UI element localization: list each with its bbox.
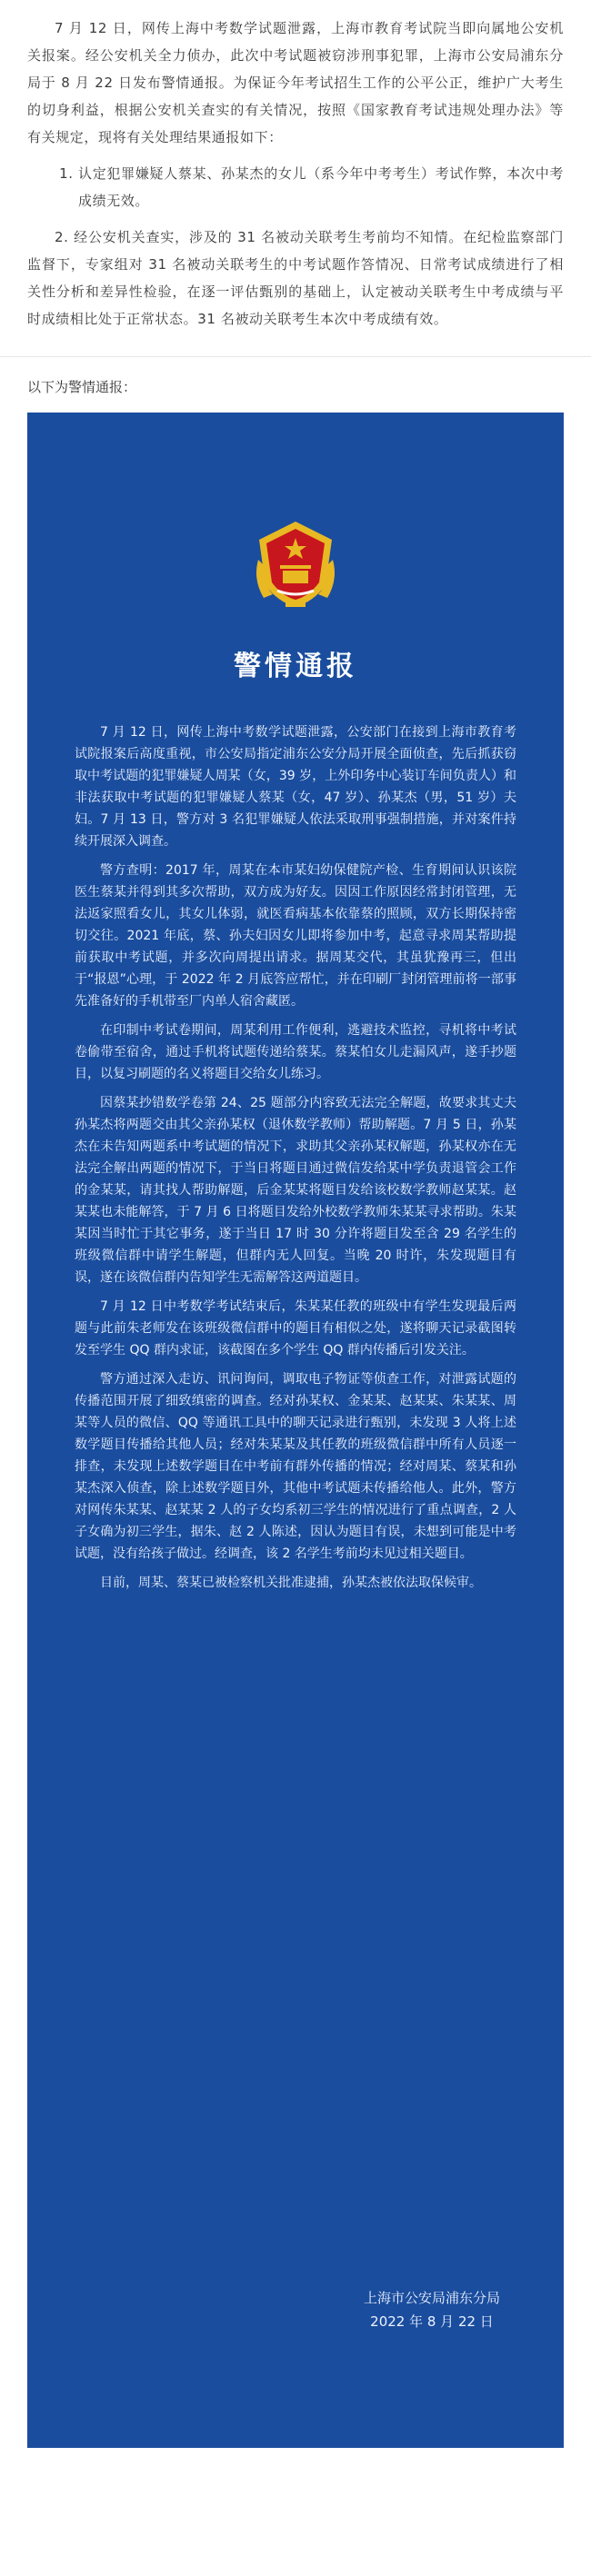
notice-paragraph: 7 月 12 日中考数学考试结束后，朱某某任教的班级中有学生发现最后两题与此前朱老师发在该班级微信群中的题目有相似之处，遂将聊天记录截图转发至学生 QQ 群内求证，该截图在多个学生 QQ 群内传播后引发关注。 [75,1299,516,1358]
notice-paragraph: 警方通过深入走访、讯问询问，调取电子物证等侦查工作，对泄露试题的传播范围开展了细致缜密的调查。经对孙某权、金某某、赵某某、朱某某、周某等人员的微信、QQ 等通讯工具中的聊天记录进行甄别，未发现 3 人将上述数学题目传播给其他人员；经对朱某某及其任教的班级微信群中所有人员逐一排查，未发现上述数学题目在中考前有群外传播的情况；经对周某、蔡某和孙某杰深入侦查，除上述数学题目外，其他中考试题未传播给他人。此外，警方对网传朱某某、赵某某 2 人的子女均系初三学生的情况进行了重点调查，2 人子女确为初三学生，据朱、赵 2 人陈述，因认为题目有误，未想到可能是中考试题，没有给孩子做过。经调查，该 2 名学生考前均未见过相关题目。 [75,1372,516,1561]
notice-signature [364,2286,500,2333]
notice-body [75,721,516,1601]
notice-paragraph: 因蔡某抄错数学卷第 24、25 题部分内容致无法完全解题，故要求其丈夫孙某杰将两题交由其父亲孙某权（退休数学教师）帮助解题。7 月 5 日，孙某杰在未告知两题系中考试题的情况下，求助其父亲孙某权解题，孙某权亦在无法完全解出两题的情况下，于当日将题目通过微信发给某中学负责退管会工作的金某某，请其找人帮助解题，后金某某将题目发给该校数学教师赵某某。赵某某也未能解答，于 7 月 6 日将题目发给外校数学教师朱某某寻求帮助。朱某某因当时忙于其它事务，遂于当日 17 时 30 分许将题目发至含 29 名学生的班级微信群中请学生解题，但群内无人回复。当晚 20 时许，朱发现题目有误，遂在该微信群内告知学生无需解答这两道题目。 [75,1096,516,1285]
notice-paragraph: 7 月 12 日，网传上海中考数学试题泄露，公安部门在接到上海市教育考试院报案后高度重视，市公安局指定浦东公安分局开展全面侦查，先后抓获窃取中考试题的犯罪嫌疑人周某（女，39 岁，上外印务中心装订车间负责人）和非法获取中考试题的犯罪嫌疑人蔡某（女，47 岁）、孙某杰（男，51 岁）夫妇。7 月 13 日，警方对 3 名犯罪嫌疑人依法采取刑事强制措施，并对案件持续开展深入调查。 [75,725,516,849]
notice-paragraph: 目前，周某、蔡某已被检察机关批准逮捕，孙某杰被依法取保候审。 [100,1576,482,1590]
article [0,0,591,333]
notice-paragraph: 警方查明：2017 年，周某在本市某妇幼保健院产检、生育期间认识该院医生蔡某并得到其多次帮助，双方成为好友。因因工作原因经常封闭管理，无法返家照看女儿，其女儿体弱，就医看病基本依靠蔡的照顾，双方长期保持密切交往。2021 年底，蔡、孙夫妇因女儿即将参加中考，起意寻求周某帮助提前获取中考试题，并多次向周提出请求。据周某交代，其虽犹豫再三，但出于“报恩”心理，于 2022 年 2 月底答应帮忙，并在印刷厂封闭管理前将一部事先准备好的手机带至厂内单人宿舍藏匿。 [75,863,516,1009]
article-paragraph-2: 2. 经公安机关查实，涉及的 31 名被动关联考生考前均不知情。在纪检监察部门监督下，专家组对 31 名被动关联考生的中考试题作答情况、日常考试成绩进行了相关性分析和差异性检验，在逐一评估甄别的基础上，认定被动关联考生中考成绩与平时成绩相比处于正常状态。31 名被动关联考生本次中考成绩有效。 [27,229,564,327]
police-notice-image [27,413,564,2448]
notice-paragraph: 在印制中考试卷期间，周某利用工作便利，逃避技术监控，寻机将中考试卷偷带至宿舍，通过手机将试题传递给蔡某。蔡某怕女儿走漏风声，遂手抄题目，以复习刷题的名义将题目交给女儿练习。 [75,1023,516,1081]
notice-title: 警情通报 [234,651,357,682]
article-list-item-1: 1. 认定犯罪嫌疑人蔡某、孙某杰的女儿（系今年中考考生）考试作弊，本次中考成绩无效。 [78,160,564,214]
signature-date: 2022 年 8 月 22 日 [370,2313,494,2330]
article-paragraph-1: 7 月 12 日，网传上海中考数学试题泄露，上海市教育考试院当即向属地公安机关报案。经公安机关全力侦办，此次中考试题被窃涉刑事犯罪，上海市公安局浦东分局于 8 月 22 日发布警情通报。为保证今年考试招生工作的公平公正，维护广大考生的切身利益，根据公安机关查实的有关情况，按照《国家教育考试违规处理办法》等有关规定，现将有关处理结果通报如下： [27,20,564,145]
police-emblem-icon [245,514,346,614]
notice-intro: 以下为警情通报： [27,379,137,395]
article-list [27,160,564,214]
signature-org: 上海市公安局浦东分局 [363,2290,500,2306]
